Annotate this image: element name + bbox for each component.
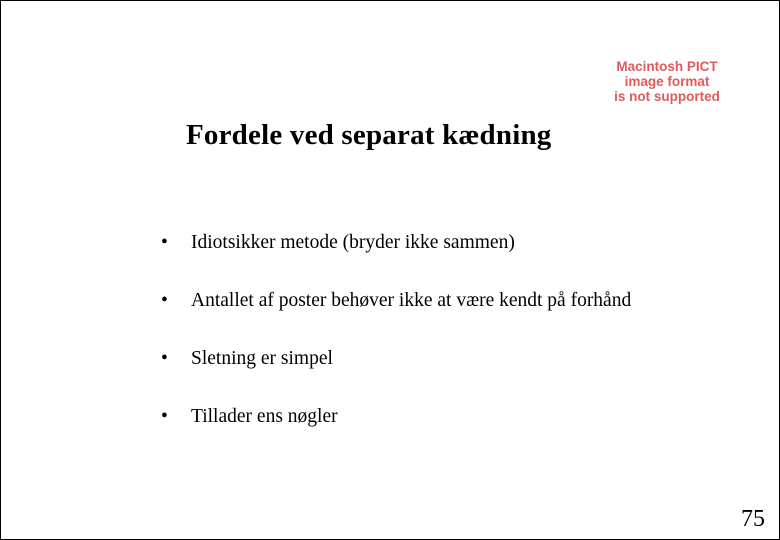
bullet-text: Tillader ens nøgler — [191, 406, 338, 427]
placeholder-line-2: image format — [624, 74, 710, 89]
bullet-text: Idiotsikker metode (bryder ikke sammen) — [191, 232, 515, 253]
placeholder-line-3: is not supported — [614, 89, 720, 104]
bullet-marker: • — [161, 348, 168, 369]
page-number: 75 — [741, 506, 765, 532]
bullet-marker: • — [161, 406, 168, 427]
bullet-marker: • — [161, 232, 168, 253]
slide-title: Fordele ved separat kædning — [186, 119, 552, 151]
placeholder-line-1: Macintosh PICT — [616, 59, 718, 74]
bullet-marker: • — [161, 290, 168, 311]
bullet-text: Antallet af poster behøver ikke at være kendt på forhånd — [191, 290, 632, 311]
unsupported-image-placeholder — [597, 59, 737, 104]
bullet-text: Sletning er simpel — [191, 348, 333, 369]
